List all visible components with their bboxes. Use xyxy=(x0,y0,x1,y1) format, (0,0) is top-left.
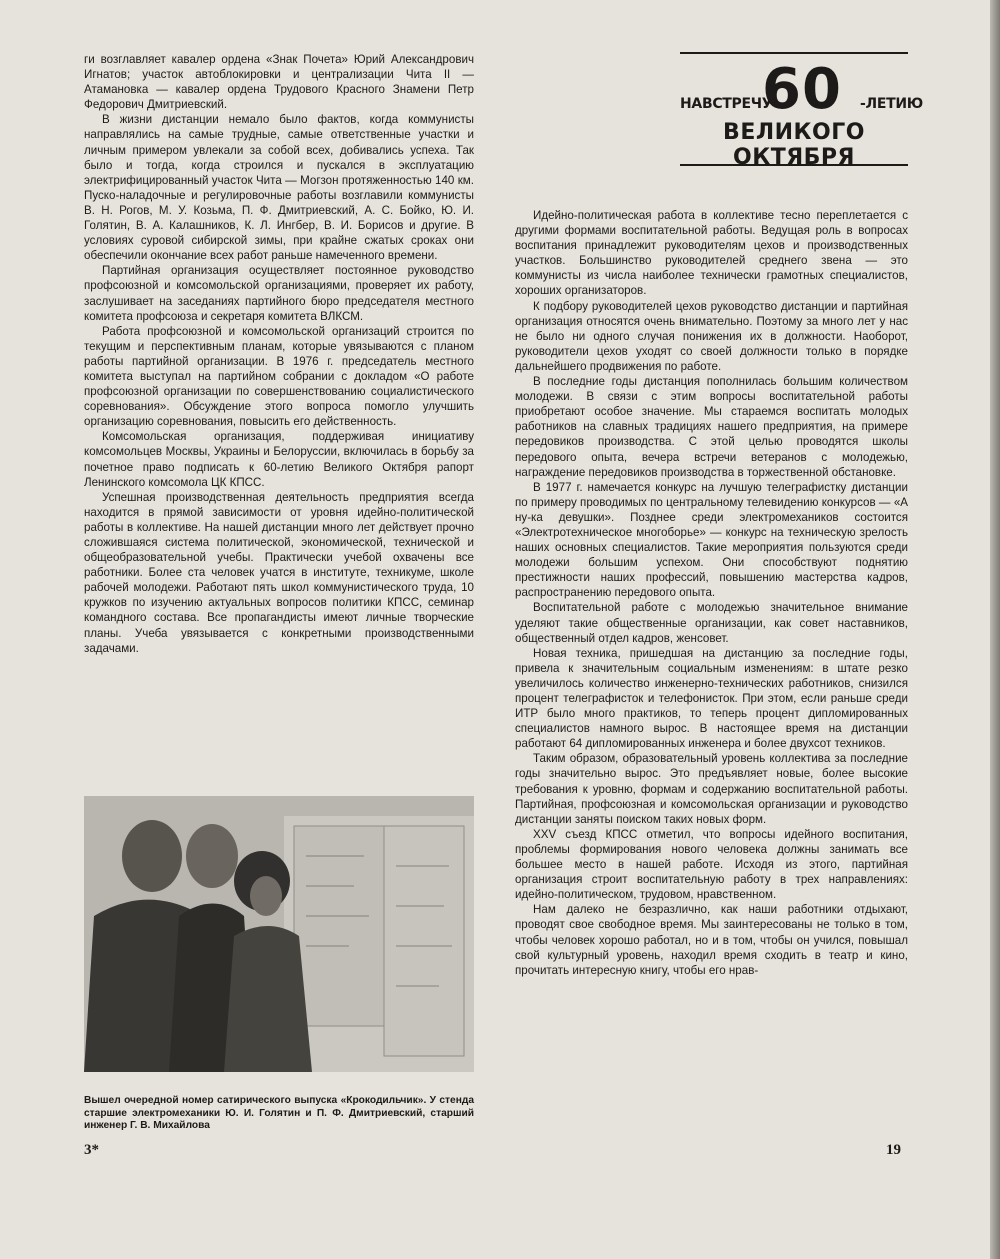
paragraph: К подбору руководителей цехов руководство дистанции и партийная организация относятся очень внимательно. Поэтому за много лет у нас не было ни одного случая понижения их в должности. Наоборот, руководители цехов уходят со своей должности только в порядке дальнейшего продвижения по работе. xyxy=(515,299,908,373)
page-edge xyxy=(990,0,1000,1259)
paragraph: Работа профсоюзной и комсомольской организаций строится по текущим и перспективным планам, которые увязываются с планом работы партийной организации. В 1976 г. председатель местного комитета выступал на партийном собрании с докладом «О работе профсоюзной организации по совершенствованию социалистического соревнования». Обсуждение этого вопроса помогло улучшить организацию соревнования, повысить его действенность. xyxy=(84,324,474,429)
paragraph: В жизни дистанции немало было фактов, когда коммунисты направлялись на самые трудные, самые ответственные участки и личным примером увлекали за собой всех, добивались успеха. Так было и тогда, когда строился и пускался в эксплуатацию электрифицированный участок Чита — Могзон протяженностью 140 км. Пуско-наладочные и регулировочные работы возглавили коммунисты В. Н. Рогов, М. У. Козьма, П. Ф. Дмитриевский, А. С. Бойко, Ю. И. Голятин, В. А. Калашников, К. Л. Ингбер, В. И. Борисов и другие. В условиях суровой сибирской зимы, при крайне сжатых сроках они обеспечили окончание всех работ раньше намеченного времени. xyxy=(84,113,474,263)
page-signature: 3* xyxy=(84,1142,99,1158)
paragraph: Новая техника, пришедшая на дистанцию за последние годы, привела к значительным социальным изменениям: в штате резко увеличилось количество инженерно-технических работников, снизился процент телеграфисток и телефонисток. При этом, если раньше среди ИТР было много практиков, то теперь процент дипломированных специалистов намного вырос. В настоящее время на дистанции работают 64 дипломированных инженера и более двухсот техников. xyxy=(515,646,908,751)
news-photo xyxy=(84,796,474,1072)
paragraph: Комсомольская организация, поддерживая инициативу комсомольцев Москвы, Украины и Белоруссии, включилась в борьбу за почетное право подписать к 60-летию Великого Октября рапорт Ленинского комсомола ЦК КПСС. xyxy=(84,430,474,489)
paragraph: Воспитательной работе с молодежью значительное внимание уделяют такие общественные организации, как совет наставников, общественный отдел кадров, женсовет. xyxy=(515,601,908,645)
photo-caption: Вышел очередной номер сатирического выпуска «Крокодильчик». У стенда старшие электромеханики Ю. И. Голятин и П. Ф. Дмитриевский, старший инженер Г. В. Михайлова xyxy=(84,1095,474,1131)
paragraph: Партийная организация осуществляет постоянное руководство профсоюзной и комсомольской организациями, проверяет их работу, заслушивает на заседаниях партийного бюро председателя местного комитета профсоюза и секретаря комитета ВЛКСМ. xyxy=(84,264,474,323)
paragraph: ги возглавляет кавалер ордена «Знак Почета» Юрий Александрович Игнатов; участок автоблокировки и централизации Чита II — Атамановка — кавалер ордена Трудового Красного Знамени Петр Федорович Дмитриевский. xyxy=(84,53,474,112)
paragraph: Нам далеко не безразлично, как наши работники отдыхают, проводят свое свободное время. Мы заинтересованы не только в том, чтобы человек хорошо работал, но и в том, чтобы он учился, повышал свой культурный уровень, находил время сходить в театр и кино, прочитать интересную книгу, чтобы его нрав- xyxy=(515,903,908,977)
paragraph: Идейно-политическая работа в коллективе тесно переплетается с другими формами воспитательной работы. Ведущая роль в вопросах воспитания принадлежит руководителям цехов и производственных участков. Большинство руководителей среднего звена — это коммунисты из числа наиболее технически грамотных специалистов, хороших организаторов. xyxy=(515,209,908,298)
right-text-column xyxy=(515,208,908,978)
headline-anniversary: -ЛЕТИЮ xyxy=(860,96,923,112)
paragraph: XXV съезд КПСС отметил, что вопросы идейного воспитания, проблемы формирования нового человека должны занимать все большее место в нашей работе. Исходя из этого, партийная организация строит воспитательную работу в трех направлениях: идейно-политическом, трудовом, нравственном. xyxy=(515,827,908,902)
headline-number: 60 xyxy=(762,57,842,122)
headline-october: ВЕЛИКОГО ОКТЯБРЯ xyxy=(723,120,865,170)
photo-illustration xyxy=(84,796,474,1072)
paragraph: Таким образом, образовательный уровень коллектива за последние годы значительно вырос. Это предъявляет новые, более высокие требования к уровню, формам и содержанию воспитательной работы. Партийная, профсоюзная и комсомольская организации и руководство дистанции заняты поиском таких новых форм. xyxy=(515,752,908,826)
left-text-column xyxy=(84,52,474,656)
headline-toward: НАВСТРЕЧУ xyxy=(680,96,773,112)
anniversary-headline xyxy=(680,52,923,170)
page-number: 19 xyxy=(886,1142,901,1158)
paragraph: В последние годы дистанция пополнилась большим количеством молодежи. В связи с этим вопросы воспитательной работы приобретают особое значение. Мы стараемся воспитать молодых работников на славных традициях нашего предприятия, на примере передовиков производства. С этой целью проводятся школы передового опыта, вечера встречи ветеранов с молодежью, награждение передовиков производства в торжественной обстановке. xyxy=(515,375,908,479)
paragraph: Успешная производственная деятельность предприятия всегда находится в прямой зависимости от уровня идейно-политической работы в коллективе. На нашей дистанции много лет действует прочно сложившаяся система политической, экономической, технической и общеобразовательной учебы. Практически учебой охвачены все работники. Более ста человек учатся в институте, техникуме, школе рабочей молодежи. Работают пять школ коммунистического труда, 10 кружков по изучению актуальных вопросов политики КПСС, семинар командного состава. Все пропагандисты имеют личные творческие планы. Учеба увязывается с конкретными производственными задачами. xyxy=(84,490,474,655)
paragraph: В 1977 г. намечается конкурс на лучшую телеграфистку дистанции по примеру проводимых по центральному телевидению конкурсов — «А ну-ка девушки». Позднее среди электромехаников состоится «Электротехническое многоборье» — конкурс на техническую зрелость наших основных специалистов. Такие мероприятия пользуются среди молодежи большим успехом. Они способствуют поднятию престижности наших профессий, повышению мастерства кадров, распространению передового опыта. xyxy=(515,480,908,600)
